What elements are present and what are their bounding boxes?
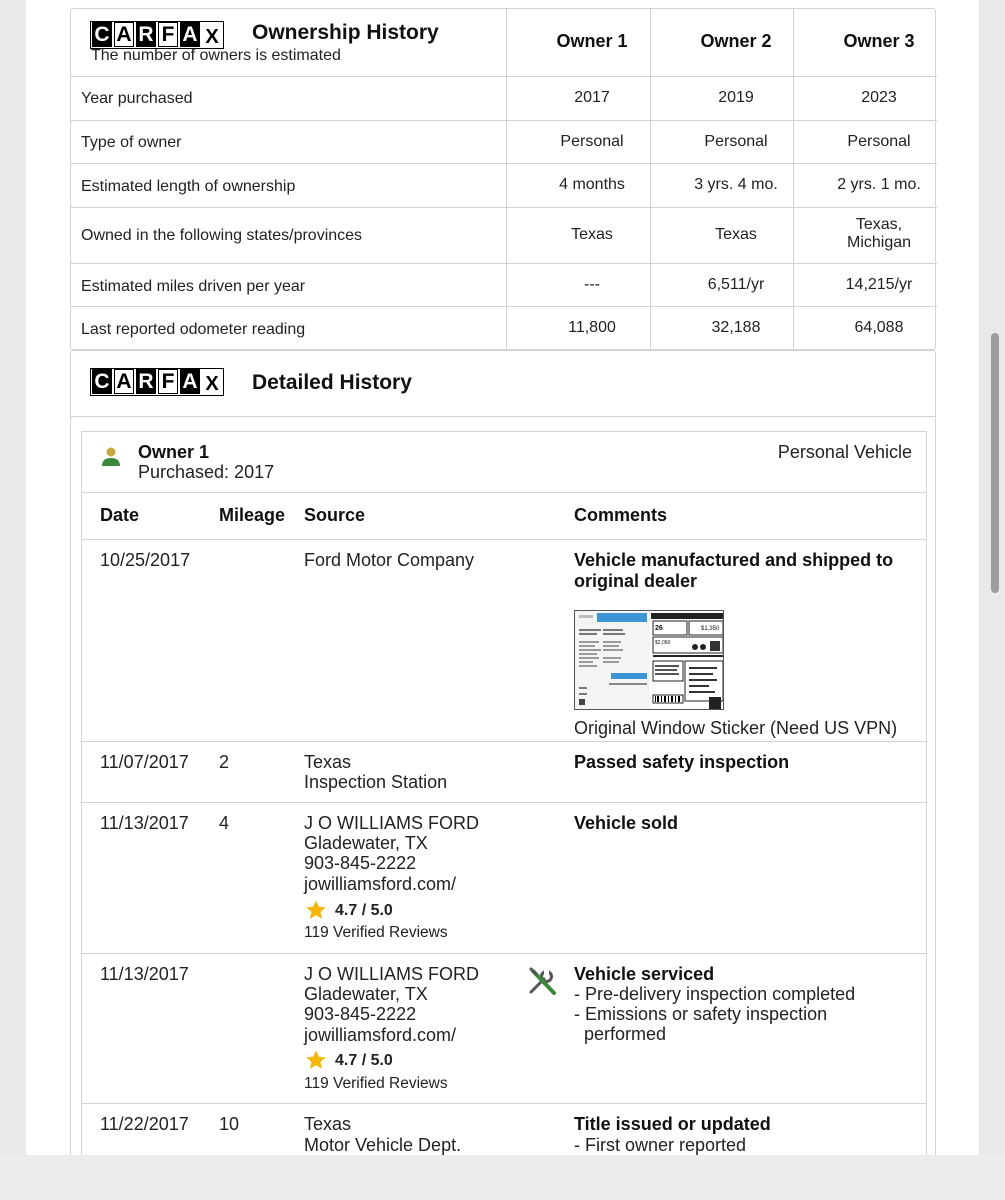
star-icon (305, 899, 327, 921)
row-miles-per-year (71, 263, 937, 306)
window-sticker-thumbnail[interactable] (574, 610, 724, 710)
owner-3-value: 2 yrs. 1 mo. (837, 176, 921, 193)
owner-1-value: 11,800 (568, 319, 616, 336)
record-date: 11/13/2017 (100, 813, 189, 833)
logo-letter: R (136, 369, 156, 394)
record-mileage: 2 (219, 752, 230, 772)
row-year-purchased (71, 76, 937, 120)
record-comment-title: Title issued or updated (574, 1114, 771, 1134)
owner-vehicle-type: Personal Vehicle (777, 442, 912, 462)
dealer-rating: 4.7 / 5.0 (335, 902, 393, 919)
owner-purchased: Purchased: 2017 (138, 462, 275, 482)
record-comment-line: - First owner reported (574, 1135, 747, 1155)
owner-1-header: Owner 1 (556, 31, 628, 51)
row-label: Year purchased (81, 90, 193, 107)
owner-3-value: 2023 (861, 89, 897, 106)
logo-letter: C (92, 369, 112, 394)
row-label: Estimated length of ownership (81, 178, 296, 195)
history-record (82, 540, 926, 742)
record-date: 11/13/2017 (100, 964, 189, 984)
detailed-history-section (70, 350, 936, 1170)
person-icon (100, 446, 122, 468)
logo-letter: A (114, 369, 134, 394)
row-label: Estimated miles driven per year (81, 278, 306, 295)
owner-1-value: --- (584, 276, 600, 293)
owner-3-value: 14,215/yr (845, 276, 913, 293)
record-source-location: Gladewater, TX (304, 833, 428, 853)
record-comment-line: performed (574, 1024, 667, 1044)
dealer-reviews-link[interactable]: 119 Verified Reviews (304, 924, 448, 941)
record-comment-line: - Emissions or safety inspection (574, 1004, 828, 1024)
ownership-history-table (70, 8, 936, 350)
sticker-option: $2,050 (655, 640, 671, 646)
history-record (82, 803, 926, 954)
owner-2-value: 2019 (718, 89, 754, 106)
logo-letter: X (202, 22, 222, 47)
owner-3-header: Owner 3 (843, 31, 915, 51)
row-type-of-owner (71, 120, 937, 163)
row-label: Type of owner (81, 134, 182, 151)
logo-letter: A (114, 22, 134, 47)
logo-letter: F (158, 369, 178, 394)
owner-1-value: 2017 (574, 89, 610, 106)
record-comment-title: Vehicle sold (574, 813, 679, 833)
owner-3-value: Texas, Michigan (846, 216, 912, 251)
record-comment-line: - Pre-delivery inspection completed (574, 984, 856, 1004)
logo-letter: A (180, 22, 200, 47)
record-source-name: J O WILLIAMS FORD (304, 964, 480, 984)
ownership-title: Ownership History (252, 21, 439, 44)
owner-name: Owner 1 (138, 442, 210, 462)
logo-letter: F (158, 22, 178, 47)
detailed-history-title: Detailed History (252, 371, 412, 394)
column-header-source: Source (304, 505, 366, 525)
logo-letter: X (202, 369, 222, 394)
owner-1-value: Texas (571, 226, 613, 243)
logo-letter: A (180, 369, 200, 394)
column-header-date: Date (100, 505, 140, 525)
record-source-website[interactable]: jowilliamsford.com/ (304, 1025, 457, 1045)
history-table-header (82, 492, 926, 540)
scrollbar-thumb[interactable] (991, 333, 999, 593)
owner-3-value: Personal (847, 133, 911, 150)
owner-2-value: 32,188 (711, 319, 761, 336)
sticker-price: $1,350 (701, 626, 720, 632)
row-label: Owned in the following states/provinces (81, 227, 363, 244)
row-label: Last reported odometer reading (81, 321, 306, 338)
record-source-line: Motor Vehicle Dept. (304, 1135, 462, 1155)
record-comment-title: Vehicle manufactured and shipped to original dealer (574, 550, 894, 591)
record-comment-title: Passed safety inspection (574, 752, 790, 772)
owner-1-history (81, 431, 927, 1171)
record-source-line: Inspection Station (304, 772, 448, 792)
owner-1-value: Personal (560, 133, 624, 150)
carfax-logo (90, 21, 224, 49)
dealer-reviews-link[interactable]: 119 Verified Reviews (304, 1075, 448, 1092)
owner-2-value: 6,511/yr (707, 276, 765, 293)
logo-letter: R (136, 22, 156, 47)
owner-2-value: Texas (715, 226, 757, 243)
divider (71, 416, 935, 417)
owner-2-value: 3 yrs. 4 mo. (694, 176, 778, 193)
record-date: 11/22/2017 (100, 1114, 189, 1134)
column-header-mileage: Mileage (219, 505, 286, 525)
record-source-name: J O WILLIAMS FORD (304, 813, 480, 833)
owner-2-value: Personal (704, 133, 768, 150)
record-date: 11/07/2017 (100, 752, 189, 772)
page-bottom-margin (0, 1155, 1005, 1200)
dealer-rating: 4.7 / 5.0 (335, 1052, 393, 1069)
ownership-subtitle: The number of owners is estimated (91, 47, 341, 64)
record-comment-title: Vehicle serviced (574, 964, 715, 984)
record-source-location: Gladewater, TX (304, 984, 428, 1004)
logo-letter: C (92, 22, 112, 47)
sticker-mpg: 26 (655, 625, 663, 632)
record-source-website[interactable]: jowilliamsford.com/ (304, 874, 457, 894)
record-mileage: 10 (219, 1114, 240, 1134)
record-mileage: 4 (219, 813, 230, 833)
owner-1-value: 4 months (559, 176, 625, 193)
row-length-of-ownership (71, 163, 937, 207)
column-header-comments: Comments (574, 505, 668, 525)
record-source-phone[interactable]: 903-845-2222 (304, 1004, 417, 1024)
record-source-line: Texas (304, 1114, 352, 1134)
window-sticker-link[interactable]: Original Window Sticker (Need US VPN) (574, 718, 898, 738)
row-odometer (71, 306, 937, 350)
wrench-screwdriver-icon (527, 966, 559, 998)
row-states (71, 207, 937, 263)
record-date: 10/25/2017 (100, 550, 191, 570)
record-source: Ford Motor Company (304, 550, 475, 570)
owner-3-value: 64,088 (854, 319, 904, 336)
carfax-logo (90, 368, 224, 396)
star-icon (305, 1049, 327, 1071)
history-record (82, 954, 926, 1104)
owner-2-header: Owner 2 (700, 31, 772, 51)
record-source-phone[interactable]: 903-845-2222 (304, 853, 417, 873)
history-record (82, 742, 926, 803)
record-source-line: Texas (304, 752, 352, 772)
